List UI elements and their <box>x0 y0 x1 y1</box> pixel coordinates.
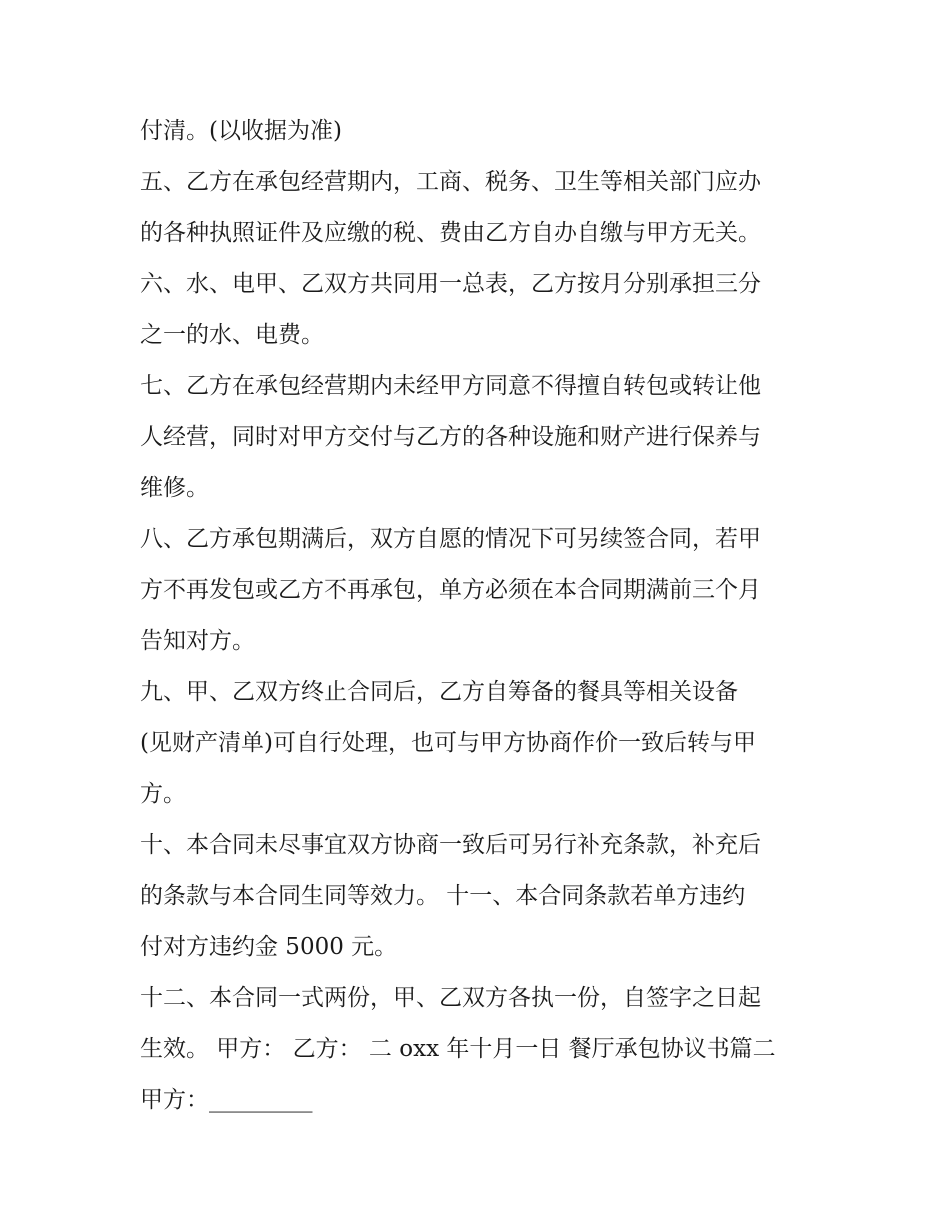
text-line: 的各种执照证件及应缴的税、费由乙方自办自缴与甲方无关。 <box>140 220 761 246</box>
text-line: 九、甲、乙双方终止合同后，乙方自筹备的餐具等相关设备 <box>140 679 738 705</box>
text-line: 甲方：_________ <box>140 1087 313 1113</box>
text-line: 六、水、电甲、乙双方共同用一总表，乙方按月分别承担三分 <box>140 271 761 297</box>
text-line: 付对方违约金 5000 元。 <box>140 934 398 960</box>
text-line: 生效。 甲方： 乙方： 二 oxx 年十月一日 餐厅承包协议书篇二 <box>140 1036 776 1062</box>
text-line: 十、本合同未尽事宜双方协商一致后可另行补充条款，补充后 <box>140 832 761 858</box>
text-line: 人经营，同时对甲方交付与乙方的各种设施和财产进行保养与 <box>140 424 761 450</box>
text-line: 五、乙方在承包经营期内，工商、税务、卫生等相关部门应办 <box>140 169 761 195</box>
text-line: 的条款与本合同生同等效力。 十一、本合同条款若单方违约 <box>140 883 746 909</box>
text-line: 八、乙方承包期满后，双方自愿的情况下可另续签合同，若甲 <box>140 526 761 552</box>
text-line: 方。 <box>140 781 186 807</box>
text-line: 十二、本合同一式两份，甲、乙双方各执一份，自签字之日起 <box>140 985 761 1011</box>
text-line: 维修。 <box>140 475 209 501</box>
text-line: 七、乙方在承包经营期内未经甲方同意不得擅自转包或转让他 <box>140 373 761 399</box>
text-line: 付清。(以收据为准) <box>140 118 342 144</box>
contract-text <box>140 106 830 1126</box>
text-line: 方不再发包或乙方不再承包，单方必须在本合同期满前三个月 <box>140 577 761 603</box>
text-line: 告知对方。 <box>140 628 255 654</box>
text-line: (见财产清单)可自行处理，也可与甲方协商作价一致后转与甲 <box>140 730 756 756</box>
text-line: 之一的水、电费。 <box>140 322 324 348</box>
